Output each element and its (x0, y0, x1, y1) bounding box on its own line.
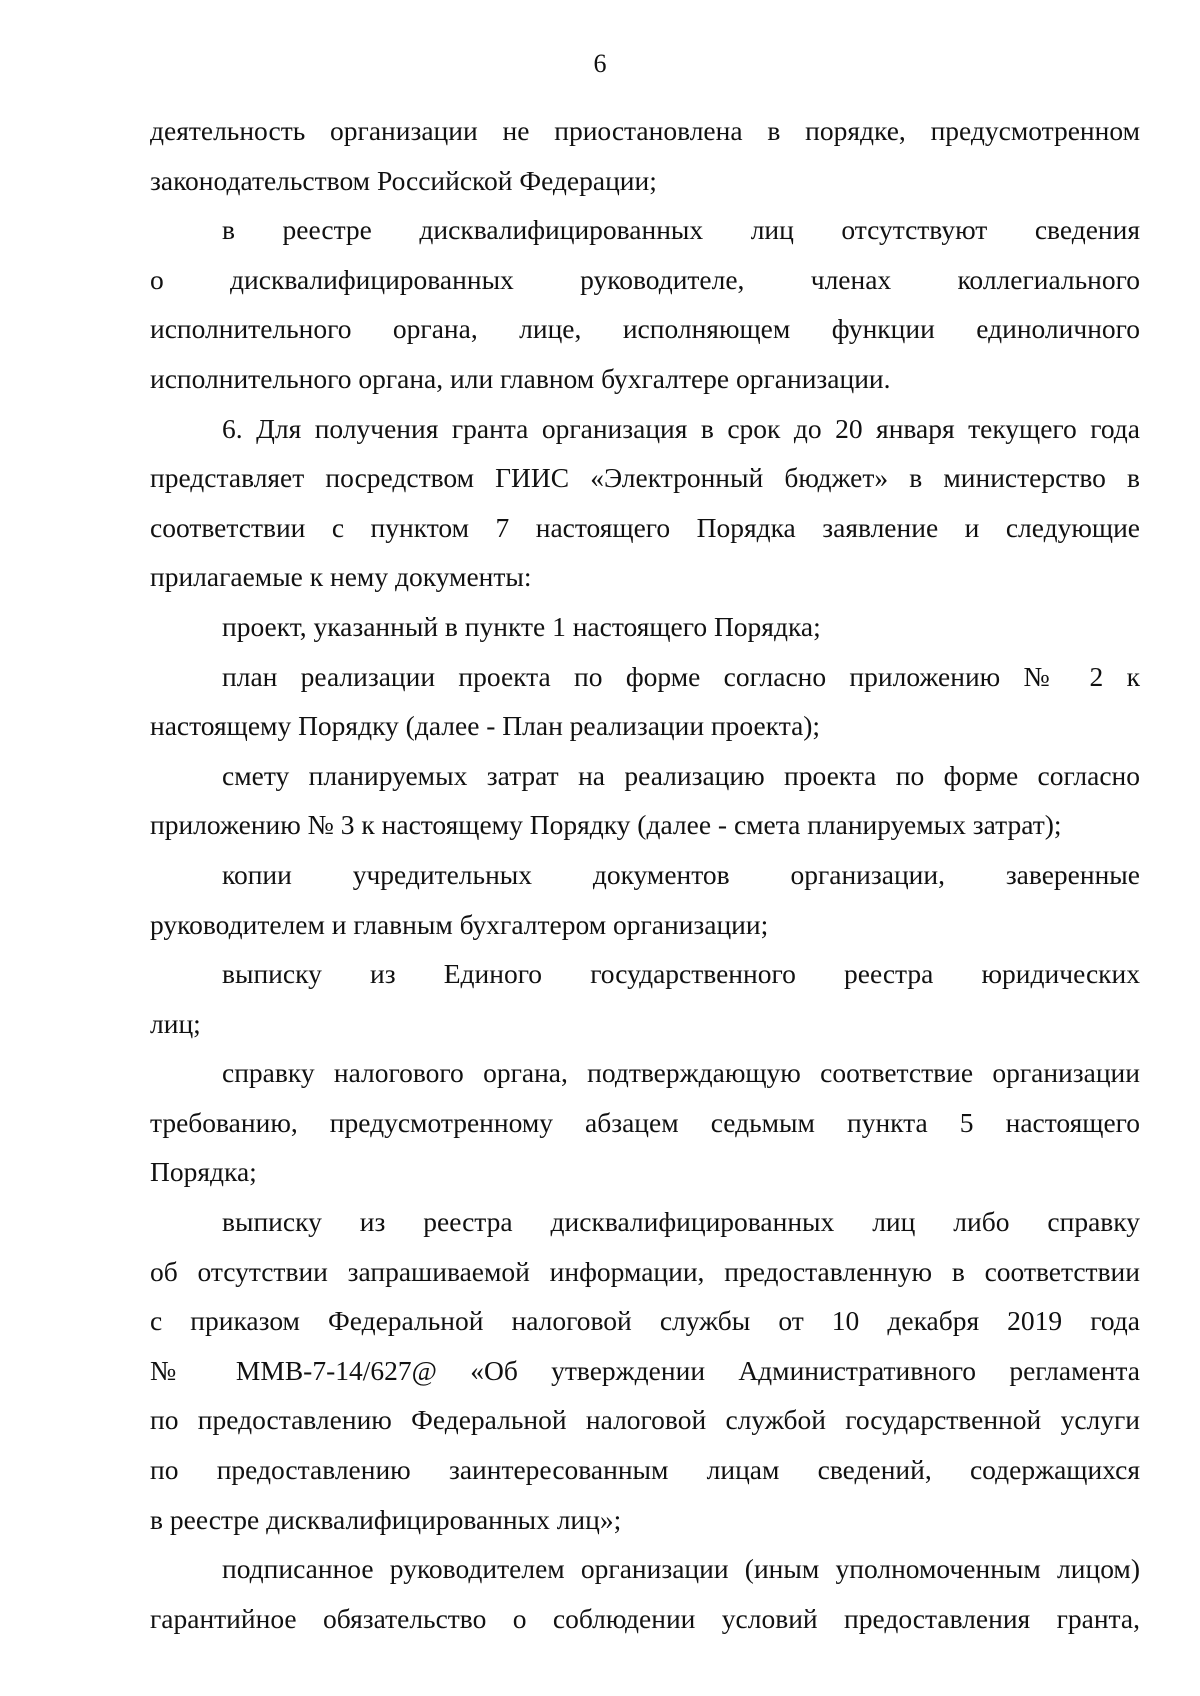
text-line: справку налогового органа, подтверждающую соответствие организации (222, 1057, 1140, 1089)
text-line: прилагаемые к нему документы: (150, 561, 532, 593)
text-line: требованию, предусмотренному абзацем седьмым пункта 5 настоящего (150, 1106, 1140, 1138)
text-line: выписку из Единого государственного реестра юридических (222, 958, 1140, 990)
document-body (150, 106, 1140, 1643)
text-line: представляет посредством ГИИС «Электронный бюджет» в министерство в (150, 462, 1140, 494)
text-line: законодательством Российской Федерации; (150, 164, 657, 196)
text-line: об отсутствии запрашиваемой информации, предоставленную в соответствии (150, 1255, 1140, 1287)
text-line: с приказом Федеральной налоговой службы от 10 декабря 2019 года (150, 1305, 1140, 1337)
paragraph (150, 404, 1140, 602)
paragraph (150, 949, 1140, 1048)
text-line: смету планируемых затрат на реализацию проекта по форме согласно (222, 759, 1140, 791)
text-line: в реестре дисквалифицированных лиц отсутствуют сведения (222, 214, 1140, 246)
text-line: проект, указанный в пункте 1 настоящего Порядка; (222, 610, 821, 642)
paragraph (150, 1048, 1140, 1197)
text-line: настоящему Порядку (далее - План реализации проекта); (150, 710, 821, 742)
text-line: деятельность организации не приостановлена в порядке, предусмотренном (150, 115, 1140, 146)
paragraph (150, 602, 1140, 652)
text-line: руководителем и главным бухгалтером организации; (150, 908, 769, 940)
paragraph (150, 205, 1140, 403)
paragraph (150, 1197, 1140, 1544)
text-line: план реализации проекта по форме согласно приложению № 2 к (222, 660, 1140, 692)
text-line: 6. Для получения гранта организация в срок до 20 января текущего года (222, 412, 1140, 444)
text-line: о дисквалифицированных руководителе, членах коллегиального (150, 263, 1140, 295)
text-line: в реестре дисквалифицированных лиц»; (150, 1503, 622, 1535)
text-line: лиц; (150, 1007, 201, 1039)
text-line: по предоставлению Федеральной налоговой службой государственной услуги (150, 1404, 1140, 1436)
text-line: соответствии с пунктом 7 настоящего Порядка заявление и следующие (150, 511, 1140, 543)
page-number: 6 (593, 49, 607, 78)
text-line: выписку из реестра дисквалифицированных лиц либо справку (222, 1206, 1140, 1238)
text-line: Порядка; (150, 1156, 257, 1188)
text-line: копии учредительных документов организации, заверенные (222, 858, 1140, 890)
text-line: № ММВ-7-14/627@ «Об утверждении Административного регламента (150, 1354, 1140, 1386)
paragraph (150, 1544, 1140, 1643)
text-line: гарантийное обязательство о соблюдении условий предоставления гранта, (150, 1602, 1140, 1634)
text-line: по предоставлению заинтересованным лицам сведений, содержащихся (150, 1454, 1140, 1486)
text-line: приложению № 3 к настоящему Порядку (далее - смета планируемых затрат); (150, 809, 1062, 841)
text-line: исполнительного органа, или главном бухгалтере организации. (150, 362, 891, 394)
text-line: подписанное руководителем организации (иным уполномоченным лицом) (222, 1553, 1140, 1585)
paragraph (150, 106, 1140, 205)
paragraph (150, 850, 1140, 949)
paragraph (150, 652, 1140, 751)
text-line: исполнительного органа, лице, исполняющем функции единоличного (150, 313, 1140, 345)
paragraph (150, 751, 1140, 850)
